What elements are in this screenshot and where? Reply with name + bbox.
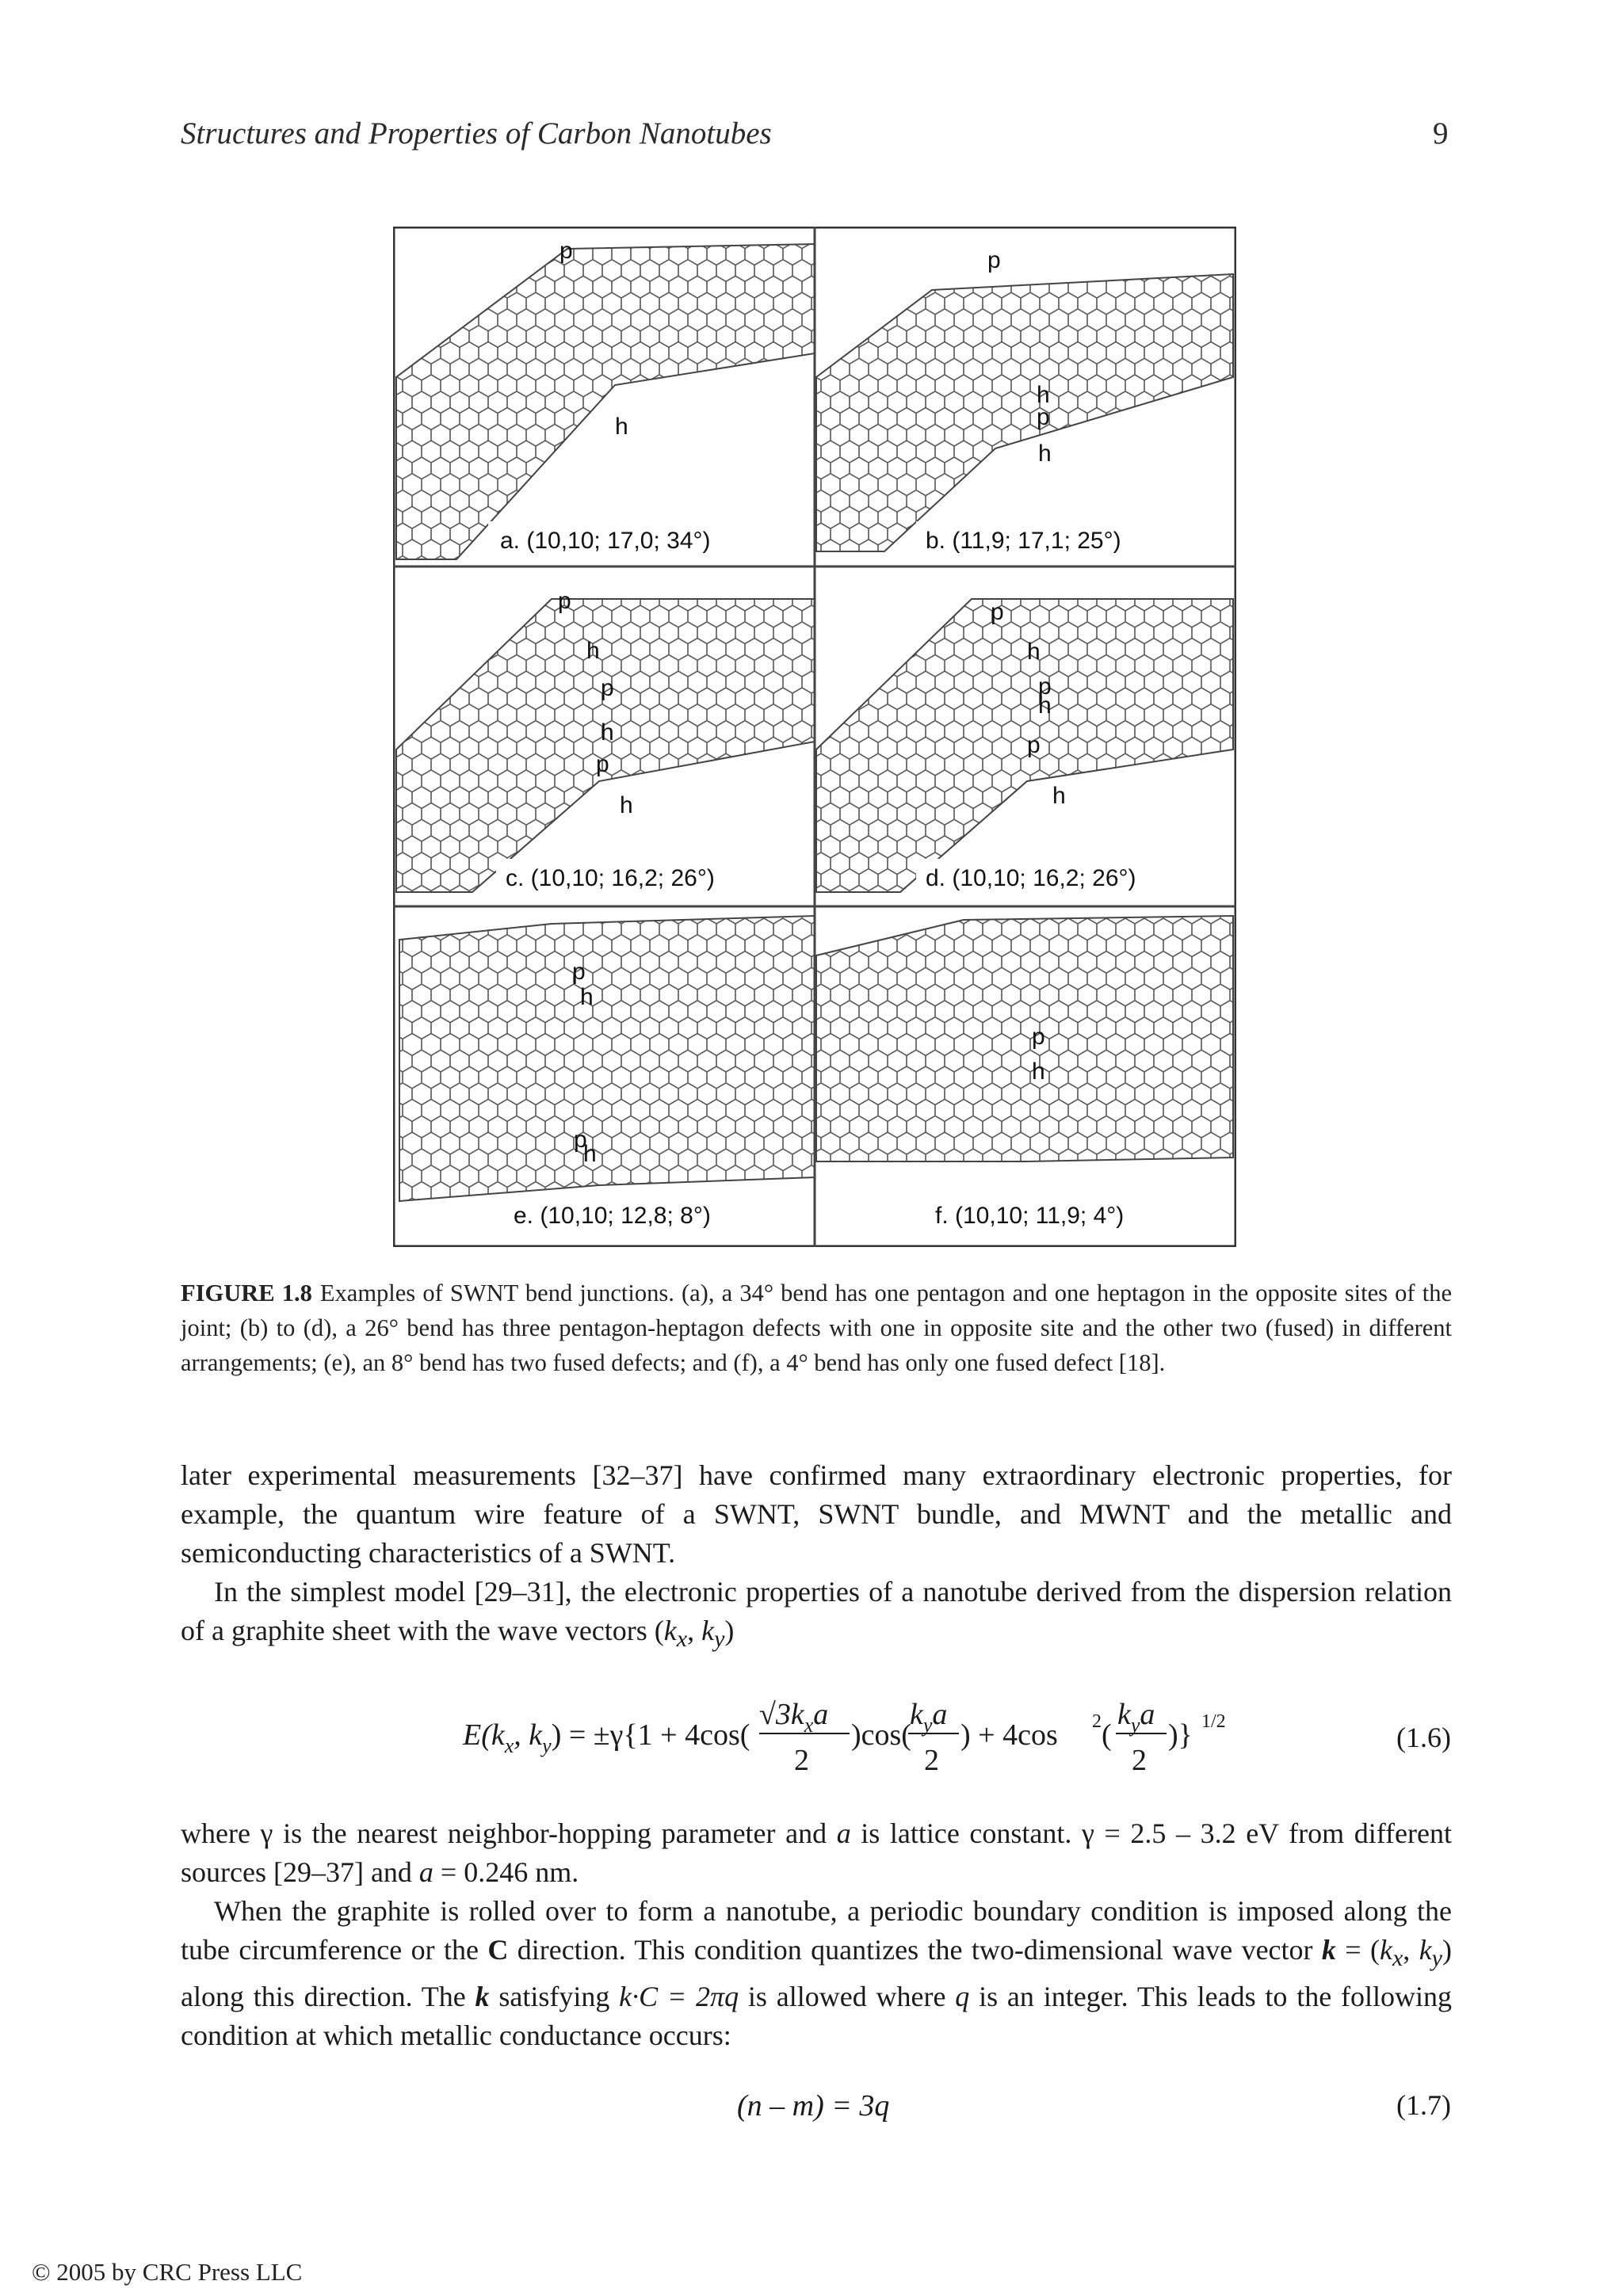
running-title: Structures and Properties of Carbon Nanotubes [181,116,772,151]
p4-text: is an integer. This leads to the following condition at which metallic conductance occurs: [181,1981,1453,2052]
panel-f-tube [816,916,1233,1161]
svg-text:2: 2 [1092,1711,1102,1732]
equation-1-6 [0,1680,1623,1798]
panel-b-label-h1: h [1037,382,1050,408]
equation-1-7-number: (1.7) [1396,2089,1451,2121]
panel-b-label-h2: h [1038,441,1052,467]
p4-text: direction. This condition quantizes the two-dimensional wave vector [508,1934,1322,1966]
svg-text:1/2: 1/2 [1201,1711,1226,1732]
p3-text: = 2.5 – 3.2 eV from different sources [29–37] and [181,1817,1452,1888]
panel-a-label-h: h [615,414,628,440]
var-a: a [418,1856,433,1888]
sub-y: y [1431,1945,1442,1972]
panel-e-label-p2: p [574,1127,587,1153]
comma: , [687,1615,702,1646]
var-k-bold: k [1321,1934,1336,1966]
paragraph-1: later experimental measurements [32–37] have confirmed many extraordinary electronic properties, for example, the quantum wire feature of a SWNT, SWNT bundle, and MWNT and the metallic and semiconducting characteristics of a SWNT. [181,1459,1452,1569]
panel-d-label-h1: h [1027,639,1041,665]
equation-1-6-svg [0,1680,1623,1798]
svg-text:kya: $k_ya$ [910,1698,948,1737]
var-C: C [487,1934,509,1966]
panel-c-caption: c. (10,10; 16,2; 26°) [506,865,715,891]
p4-text: satisfying [489,1981,620,2013]
panel-c-label-p3: p [596,751,609,777]
svg-text:2: 2 [924,1744,939,1777]
panel-d-label-p3: p [1027,732,1041,758]
var-k: k [1379,1934,1392,1966]
panel-f-label-p: p [1032,1024,1045,1050]
figure-caption-text: Examples of SWNT bend junctions. (a), a 34° bend has one pentagon and one heptagon in the opposite sites of the joint; (b) to (d), a 26° bend has three pentagon-heptagon defects with one in opposite site and the other two (fused) in different arrangements; (e), an 8° bend has two fused defects; and (f), a 4° bend has only one fused defect [18]. [181,1280,1452,1376]
svg-text:)cos(: )cos( [851,1718,911,1752]
figure-1-8 [393,227,1236,1247]
paren-close: ) [724,1615,735,1646]
paragraph-4 [181,1892,1452,2055]
figure-caption-label: FIGURE 1.8 [181,1280,312,1306]
figure-caption [181,1276,1452,1380]
svg-text:√3kxa: $√3k_xa$ [759,1698,829,1737]
panel-e-label-h2: h [583,1141,597,1167]
svg-text:) + 4cos: ) + 4cos [960,1718,1058,1752]
var-q: q [955,1981,970,2013]
paragraph-2 [181,1573,1452,1658]
sub-y: y [714,1626,725,1653]
equation-1-7: (n – m) = 3q [737,2089,890,2122]
figure-panels [393,227,1236,1247]
page-number: 9 [1433,116,1449,151]
panel-d-label-h3: h [1052,783,1066,809]
panel-e-label-p1: p [572,959,586,985]
panel-f-caption: f. (10,10; 11,9; 4°) [935,1203,1125,1229]
p3-text: = 0.246 nm. [433,1856,579,1888]
inline-equation: k·C = 2πq [619,1981,739,2013]
panel-b-caption: b. (11,9; 17,1; 25°) [926,528,1121,554]
panel-d-label-p2: p [1038,673,1052,700]
svg-text:2: 2 [1132,1744,1147,1777]
panel-c-label-h2: h [601,719,614,746]
var-k-bold: k [475,1981,490,2013]
p3-text: is lattice constant. [850,1817,1082,1849]
panel-b-label-p2: p [1037,404,1050,430]
panel-c-label-p1: p [558,588,571,614]
panel-e-label-h1: h [580,984,594,1010]
var-gamma: γ [260,1817,273,1849]
sub-x: x [676,1626,688,1653]
panel-d-label-h2: h [1038,692,1052,719]
var-k: k [1419,1934,1432,1966]
comma: , [1403,1934,1419,1966]
var-k: k [701,1615,715,1646]
panel-a-caption: a. (10,10; 17,0; 34°) [500,528,711,554]
var-gamma: γ [1082,1817,1094,1849]
panel-d-label-p1: p [991,599,1004,625]
panel-e-tube [399,916,815,1201]
sub-x: x [1392,1945,1403,1972]
panel-b-label-p1: p [987,247,1001,273]
equation-1-6-number: (1.6) [1396,1722,1451,1753]
svg-text:E(kx, ky) = ±γ{1 + 4cos(: $E(k_x$, $k_y) = \pm\gamma\{1 + 4\cos$( [463,1718,750,1757]
var-k: k [663,1615,677,1646]
panel-f-label-h: h [1032,1058,1045,1085]
p4-text: When the graphite is rolled over to form a nanotube, a periodic boundary condition is imposed along the tube circumference or the [181,1895,1452,1966]
svg-text:2: 2 [794,1744,809,1777]
p4-text: = ( [1335,1934,1380,1966]
p4-text: ) along this direction. The [181,1934,1452,2013]
var-a: a [836,1817,851,1849]
svg-text:kya: $k_ya$ [1117,1698,1155,1737]
panel-e-caption: e. (10,10; 12,8; 8°) [514,1203,711,1229]
panel-d-caption: d. (10,10; 16,2; 26°) [926,865,1136,891]
p4-text: is allowed where [739,1981,956,2013]
svg-text:)}: )} [1168,1718,1193,1752]
panel-c-label-p2: p [601,675,614,701]
panel-a-label-p: p [559,238,573,264]
p3-text: where [181,1817,261,1849]
svg-text:(: ( [1102,1718,1112,1752]
p3-text: is the nearest neighbor-hopping parameter and [273,1817,837,1849]
copyright-footer: © 2005 by CRC Press LLC [32,2258,303,2286]
paragraph-3 [181,1814,1452,1892]
paragraph-2-text: In the simplest model [29–31], the electronic properties of a nanotube derived from the dispersion relation of a graphite sheet with the wave vectors ( [181,1576,1452,1646]
panel-c-label-h3: h [620,792,633,818]
panel-c-label-h1: h [586,638,600,664]
